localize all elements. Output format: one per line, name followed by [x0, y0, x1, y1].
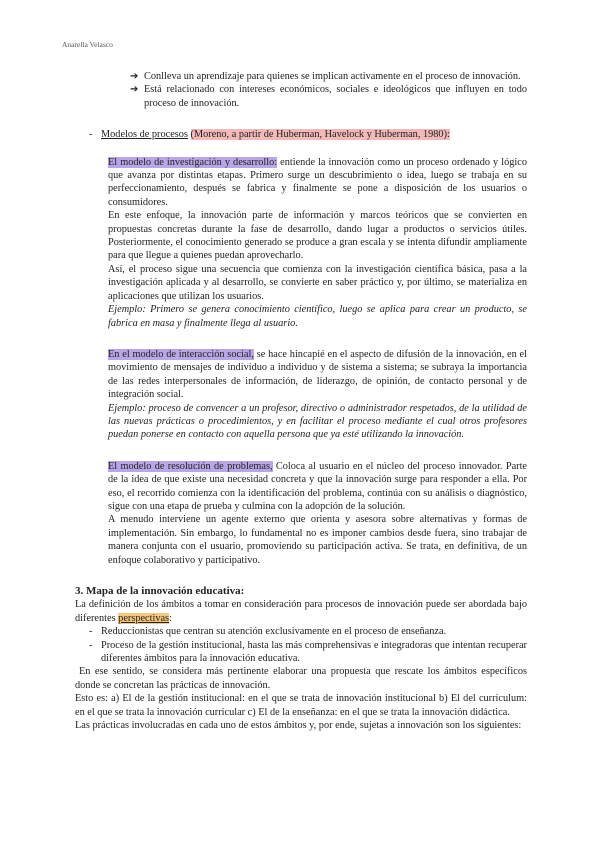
social-model-title: En el modelo de interacción social, — [108, 348, 254, 360]
dash-bullet: - — [89, 639, 93, 651]
models-heading-label: Modelos de procesos — [101, 129, 188, 141]
page-header: Anarella Velasco — [62, 40, 113, 49]
section-intro: La definición de los ámbitos a tomar en consideración para procesos de innovación puede ser abordada bajo diferentes perspectivas: — [75, 599, 527, 624]
list-item: - Reduccionistas que centran su atención exclusivamente en el proceso de enseñanza. — [89, 626, 447, 638]
models-heading-source: (Moreno, a partir de Huberman, Havelock y Huberman, 1980): — [190, 129, 450, 141]
list-item: ➔ Conlleva un aprendizaje para quienes se implican activamente en el proceso de innovación. — [130, 71, 521, 82]
research-model-paragraph-3: Así, el proceso sigue una secuencia que comienza con la investigación científica básica, pasa a la investigación aplicada y al desarrollo, se convierte en saber práctico y, por último, se materializa en aplicaciones que utilizan los usuarios. — [108, 263, 527, 302]
document-page — [75, 70, 527, 732]
top-bullet-list — [130, 70, 527, 110]
perspectives-highlight: perspectivas — [118, 612, 170, 624]
problem-model-paragraph-2: A menudo interviene un agente externo que orienta y asesora sobre alternativas y formas de implementación. Sin embargo, lo fundamental no es imponer cambios desde fuera, sino trabajar de manera conjunta con el usuario, promoviendo su participación activa. Se trata, en definitiva, de un enfoque colaborativo y participativo. — [108, 514, 527, 566]
dash-bullet: - — [89, 626, 93, 638]
section-paragraph-1: En ese sentido, se considera más pertinente elaborar una propuesta que rescate los ámbitos específicos donde se concretan las prácticas de innovación. — [75, 666, 527, 691]
problem-model-title: El modelo de resolución de problemas, — [108, 460, 273, 472]
problem-model-paragraph: El modelo de resolución de problemas, Coloca al usuario en el núcleo del proceso innovador. Parte de la idea de que existe una necesidad concreta y que la innovación surge para responder a ella. Por eso, el recorrido comienza con la identificación del problema, continúa con su análisis o diagnóstico, sigue con una etapa de prueba y culmina con la adopción de la solución. — [108, 460, 527, 512]
research-model-example: Ejemplo: Primero se genera conocimiento científico, luego se aplica para crear un producto, se fabrica en masa y finalmente llega al usuario. — [108, 304, 527, 329]
research-model-paragraph-2: En este enfoque, la innovación parte de información y marcos teóricos que se convierten en propuestas concretas durante la fase de desarrollo, dando lugar a productos o servicios útiles. Posteriormente, el conocimiento generado se produce a gran escala y se intenta difundir ampliamente para que llegue a quienes puedan aprovecharlo. — [108, 210, 527, 262]
arrow-icon: ➔ — [130, 84, 139, 96]
section-paragraph-2: Esto es: a) El de la gestión institucional: en el que se trata de innovación institucional b) El del currículum: en el que se trata la innovación curricular c) El de la enseñanza: en el que se trata la innovación didáctica. — [75, 693, 527, 718]
social-model-example: Ejemplo: proceso de convencer a un profesor, directivo o administrador respetados, de la utilidad de las nuevas prácticas o procedimientos, y en facilitar el proceso mediante el cual otros profesores puedan ponerse en contacto con aquella persona que ya esté utilizando la innovación. — [108, 402, 527, 441]
section-heading: 3. Mapa de la innovación educativa: — [75, 585, 245, 597]
section-paragraph-3: Las prácticas involucradas en cada uno de estos ámbitos y, por ende, sujetas a innovación son los siguientes: — [75, 720, 522, 732]
social-model-paragraph: En el modelo de interacción social, se hace hincapié en el aspecto de difusión de la innovación, en el movimiento de mensajes de individuo a individuo y de sistema a sistema; se subraya la importancia de las redes interpersonales de información, de liderazgo, de opinión, de contacto personal y de integración social. — [108, 348, 527, 401]
dash-bullet: - — [89, 129, 93, 141]
list-item: ➔ Está relacionado con intereses económicos, sociales e ideológicos que influyen en todo proceso de innovación. — [130, 84, 527, 109]
research-model-paragraph: El modelo de investigación y desarrollo: entiende la innovación como un proceso ordenado y lógico que avanza por distintas etapas. Primero surge un descubrimiento o idea, luego se trabaja en su perfeccionamiento, después se fabrica y finalmente se pone a disposición de los usuarios o consumidores. — [108, 156, 527, 208]
research-model-title: El modelo de investigación y desarrollo: — [108, 156, 278, 168]
list-item: - Proceso de la gestión institucional, hasta las más comprehensivas e integradoras que intentan recuperar diferentes ámbitos para la innovación educativa. — [89, 639, 527, 665]
models-heading — [75, 128, 527, 141]
research-model-block — [108, 156, 527, 567]
arrow-icon: ➔ — [130, 71, 139, 82]
